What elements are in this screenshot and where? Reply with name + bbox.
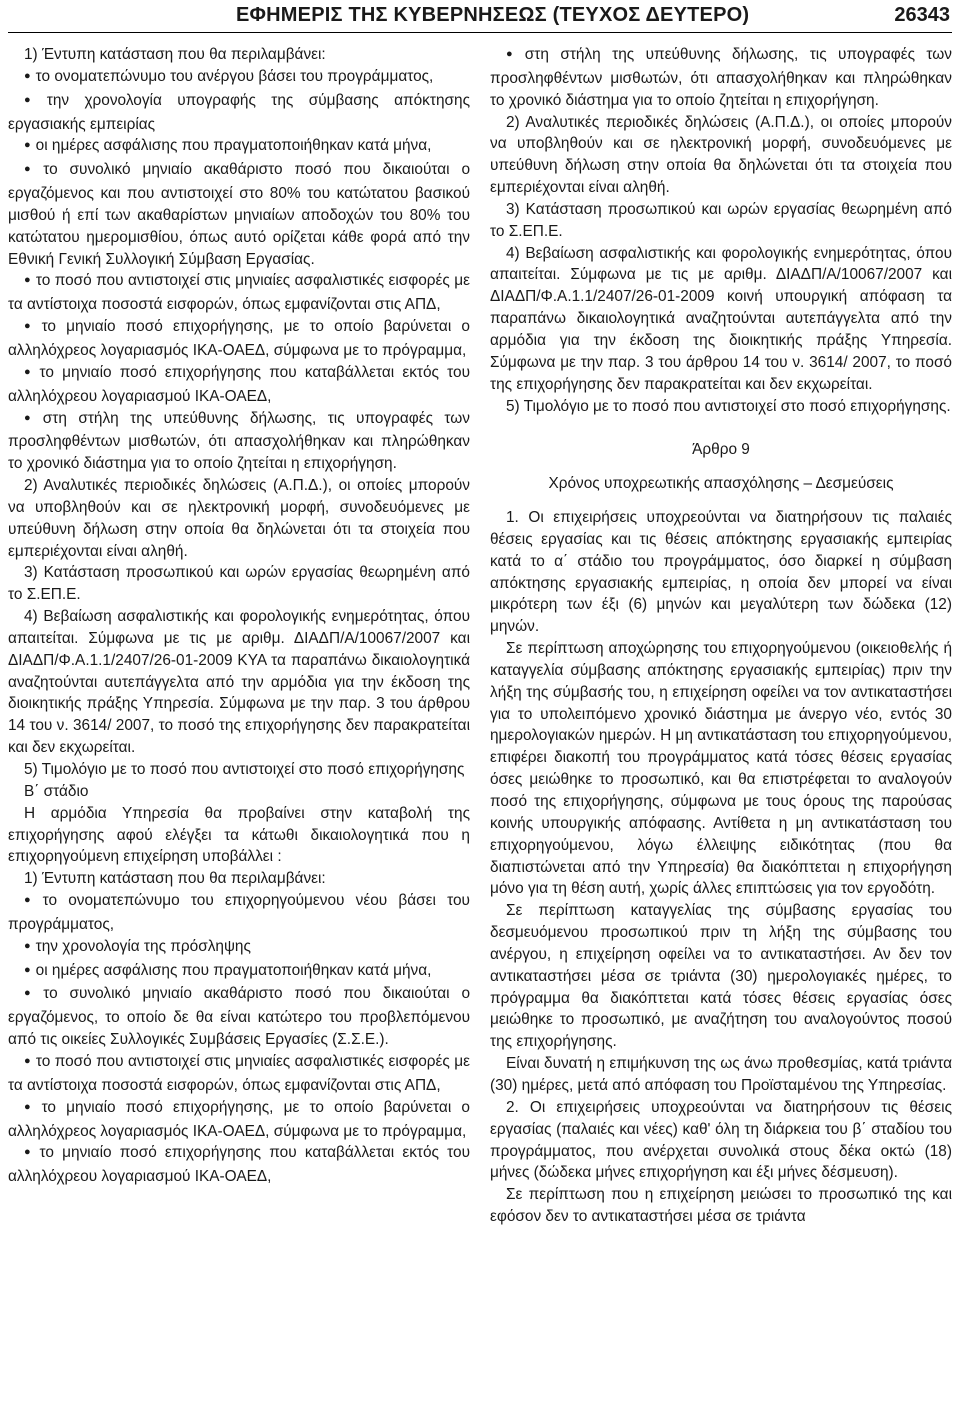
paragraph: 3) Κατάσταση προσωπικού και ωρών εργασίας θεωρημένη από το Σ.ΕΠ.Ε. <box>490 200 952 240</box>
paragraph: Β΄ στάδιο <box>24 782 89 800</box>
left-column <box>8 44 470 1188</box>
paragraph: 4) Βεβαίωση ασφαλιστικής και φορολογικής ενημερότητας, όπου απαιτείται. Σύμφωνα με τις με αριθμ. ΔΙΑΔΠ/Α/10067/2007 και ΔΙΑΔΠ/Φ.Α.1.1/2407/26-01-2009 ΚΥΑ τα παραπάνω δικαιολογητικά αναζητούνται αυτεπάγγελτα από την αρμόδια για την έκδοση της διοικητικής πράξης Υπηρεσία. Σύμφωνα με την παρ. 3 του άρθρου 14 του ν. 3614/ 2007, το ποσό της επιχορήγησης δεν παρακρατείται και δεν εκχωρείται. <box>8 608 470 757</box>
paragraph: 2) Αναλυτικές περιοδικές δηλώσεις (Α.Π.Δ.), οι οποίες μπορούν να υποβληθούν και σε ηλεκτρονική μορφή, συνοδευόμενες με υπεύθυνη δήλωση στην οποία θα δηλώνεται ότι τα στοιχεία που εμπεριέχονται είναι αληθή. <box>8 477 470 560</box>
paragraph: 1) Έντυπη κατάσταση που θα περιλαμβάνει: <box>24 870 326 888</box>
paragraph: 1) Έντυπη κατάσταση που θα περιλαμβάνει: <box>24 46 326 63</box>
bullet-item: ● το συνολικό μηνιαίο ακαθάριστο ποσό που δικαιούται ο εργαζόμενος, το οποίο δε θα είναι κατώτερο του προβλεπόμενου από τις οικείες Συλλογικές Συμβάσεις Εργασίες (Σ.Σ.Ε.). <box>8 983 470 1051</box>
spacer <box>490 417 952 439</box>
paragraph: 5) Τιμολόγιο με το ποσό που αντιστοιχεί στο ποσό επιχορήγησης <box>24 761 465 778</box>
gazette-title: ΕΦΗΜΕΡΙΣ ΤΗΣ ΚΥΒΕΡΝΗΣΕΩΣ (ΤΕΥΧΟΣ ΔΕΥΤΕΡΟ) <box>236 4 750 26</box>
paragraph: 2. Οι επιχειρήσεις υποχρεούνται να διατηρήσουν τις θέσεις εργασίας (παλαιές και νέες) καθ' όλη τη διάρκεια του β΄ σταδίου του προγράμματος, που ανέρχεται συνολικά στους δέκα οκτώ (18) μήνες (δώδεκα μήνες επιχορήγηση και έξι μήνες δέσμευση). <box>490 1098 952 1182</box>
bullet-item: ● το συνολικό μηνιαίο ακαθάριστο ποσό που δικαιούται ο εργαζόμενος και που αντιστοιχεί στο 80% του κατώτατου βασικού μισθού ή επί των ακαθαρίστων μηνιαίων αποδοχών του 80% του κατώτατου ημερομισθίου, όπως αυτό ορίζεται κάθε φορά από την Εθνική Γενική Συλλογική Σύμβαση Εργασίας. <box>8 159 470 270</box>
paragraph: 4) Βεβαίωση ασφαλιστικής και φορολογικής ενημερότητας, όπου απαιτείται. Σύμφωνα με τις με αριθμ. ΔΙΑΔΠ/Α/10067/2007 και ΔΙΑΔΠ/Φ.Α.1.1/2407/26-01-2009 κοινή υπουργική απόφαση τα παραπάνω δικαιολογητικά αναζητούνται αυτεπάγγελτα από την αρμόδια για την έκδοση της διοικητικής πράξης Υπηρεσία. Σύμφωνα με την παρ. 3 του άρθρου 14 του ν. 3614/ 2007, το ποσό της επιχορήγησης δεν παρακρατείται και δεν εκχωρείται. <box>490 244 952 393</box>
bullet-item: ● το ποσό που αντιστοιχεί στις μηνιαίες ασφαλιστικές εισφορές με τα αντίστοιχα ποσοστά εισφορών, όπως εμφανίζονται στις ΑΠΔ, <box>8 270 470 316</box>
article-heading: Χρόνος υποχρεωτικής απασχόλησης – Δεσμεύσεις <box>548 475 894 493</box>
paragraph: Σε περίπτωση αποχώρησης του επιχορηγούμενου (οικειοθελής ή καταγγελία σύμβασης απόκτησης εργασιακής εμπειρίας) πριν την λήξη της σύμβασής του, η επιχείρηση οφείλει να τον αντικαταστήσει για το υπολειπόμενο χρονικό διάστημα με άνεργο νέο, εντός 30 ημερολογιακών ημερών. Η μη αντικατάσταση του επιχορηγούμενου, επιφέρει διακοπή του προγράμματος κατά τόσες θέσεις εργασίας όσες μειώθηκε το προσωπικό, και θα επιστρέφεται το αναλογούν ποσό της επιχορήγησης, σύμφωνα με τους όρους της παρούσας κοινής υπουργικής απόφασης. Αντίθετα η μη αντικατάσταση του επιχορηγούμενου, λόγω έλλειψης ειδικότητας (που θα διαπιστώνεται από την Υπηρεσία) θα διακόπτεται η επιχορήγηση μόνο για τη θέση αυτή, χωρίς άλλες επιπτώσεις για τον εργοδότη. <box>490 640 952 898</box>
bullet-item: ● οι ημέρες ασφάλισης που πραγματοποιήθηκαν κατά μήνα, <box>8 960 470 984</box>
bullet-item: ● το μηνιαίο ποσό επιχορήγησης, με το οποίο βαρύνεται ο αλληλόχρεος λογαριασμός ΙΚΑ-ΟΑΕΔ, σύμφωνα με το πρόγραμμα, <box>8 1097 470 1143</box>
bullet-item: ● την χρονολογία της πρόσληψης <box>8 936 470 960</box>
bullet-item: ● στη στήλη της υπεύθυνης δήλωσης, τις υπογραφές των προσληφθέντων μισθωτών, ότι απασχολήθηκαν και πληρώθηκαν το χρονικό διάστημα για το οποίο ζητείται η επιχορήγηση. <box>8 408 470 476</box>
paragraph: 2) Αναλυτικές περιοδικές δηλώσεις (Α.Π.Δ.), οι οποίες μπορούν να υποβληθούν και σε ηλεκτρονική μορφή, συνοδευόμενες με υπεύθυνη δήλωση στην οποία θα δηλώνεται ότι τα στοιχεία που εμπεριέχονται είναι αληθή. <box>490 113 952 197</box>
page-number: 26343 <box>894 4 950 26</box>
paragraph: 3) Κατάσταση προσωπικού και ωρών εργασίας θεωρημένη από το Σ.ΕΠ.Ε. <box>8 564 470 604</box>
paragraph: Είναι δυνατή η επιμήκυνση της ως άνω προθεσμίας, κατά τριάντα (30) ημέρες, μετά από απόφαση του Προϊσταμένου της Υπηρεσίας. <box>490 1055 952 1094</box>
paragraph: 1. Οι επιχειρήσεις υποχρεούνται να διατηρήσουν τις παλαιές θέσεις εργασίας και τις θέσεις απόκτησης εργασιακής εμπειρίας κατά το α΄ στάδιο του προγράμματος, όσο διαρκεί η σύμβαση απόκτησης εργασιακής εμπειρίας, η οποία δεν μπορεί να είναι μικρότερη των έξι (6) μηνών και μεγαλύτερη των δώδεκα (12) μηνών. <box>490 509 952 636</box>
spacer <box>490 461 952 473</box>
paragraph: 5) Τιμολόγιο με το ποσό που αντιστοιχεί στο ποσό επιχορήγησης. <box>506 397 951 415</box>
bullet-item: ● το ονοματεπώνυμο του ανέργου βάσει του προγράμματος, <box>8 66 470 90</box>
header-divider <box>8 32 952 33</box>
bullet-item: ● οι ημέρες ασφάλισης που πραγματοποιήθηκαν κατά μήνα, <box>8 135 470 159</box>
right-column <box>490 44 952 1228</box>
paragraph: Σε περίπτωση που η επιχείρηση μειώσει το προσωπικό της και εφόσον δεν το αντικαταστήσει μέσα σε τριάντα <box>490 1186 952 1226</box>
bullet-item: ● το ποσό που αντιστοιχεί στις μηνιαίες ασφαλιστικές εισφορές με τα αντίστοιχα ποσοστά εισφορών, όπως εμφανίζονται στις ΑΠΔ, <box>8 1051 470 1097</box>
spacer <box>490 495 952 507</box>
bullet-item: ● το μηνιαίο ποσό επιχορήγησης που καταβάλλεται εκτός του αλληλόχρεου λογαριασμού ΙΚΑ-ΟΑΕΔ, <box>8 362 470 408</box>
bullet-item: ● το μηνιαίο ποσό επιχορήγησης που καταβάλλεται εκτός του αλληλόχρεου λογαριασμού ΙΚΑ-ΟΑΕΔ, <box>8 1142 470 1188</box>
page-header <box>0 0 960 34</box>
paragraph: Σε περίπτωση καταγγελίας της σύμβασης εργασίας του δεσμευόμενου προσωπικού πριν τη λήξη της σύμβασης του ανέργου, η επιχείρηση οφείλει να το αντικαταστήσει. Αν δεν τον αντικαταστήσει μέσα σε τριάντα (30) ημερολογιακές ημέρες, το πρόγραμμα θα διακόπτεται κατά τόσες θέσεις εργασίας όσες μειώθηκε το προσωπικό, με αναζήτηση του αναλογούντος ποσού της επιχορήγησης. <box>490 902 952 1051</box>
bullet-item: ● το ονοματεπώνυμο του επιχορηγούμενου νέου βάσει του προγράμματος, <box>8 890 470 936</box>
paragraph: Η αρμόδια Υπηρεσία θα προβαίνει στην καταβολή της επιχορήγησης αφού ελέγξει τα κάτωθι δικαιολογητικά που η επιχορηγούμενη επιχείρηση υποβάλλει : <box>8 804 470 866</box>
bullet-item: ● το μηνιαίο ποσό επιχορήγησης, με το οποίο βαρύνεται ο αλληλόχρεος λογαριασμός ΙΚΑ-ΟΑΕΔ, σύμφωνα με το πρόγραμμα, <box>8 316 470 362</box>
bullet-item: ● στη στήλη της υπεύθυνης δήλωσης, τις υπογραφές των προσληφθέντων μισθωτών, ότι απασχολήθηκαν και πληρώθηκαν το χρονικό διάστημα για το οποίο ζητείται η επιχορήγηση. <box>490 44 952 112</box>
article-heading: Άρθρο 9 <box>692 441 750 459</box>
bullet-item: ● την χρονολογία υπογραφής της σύμβασης απόκτησης εργασιακής εμπειρίας <box>8 90 470 136</box>
